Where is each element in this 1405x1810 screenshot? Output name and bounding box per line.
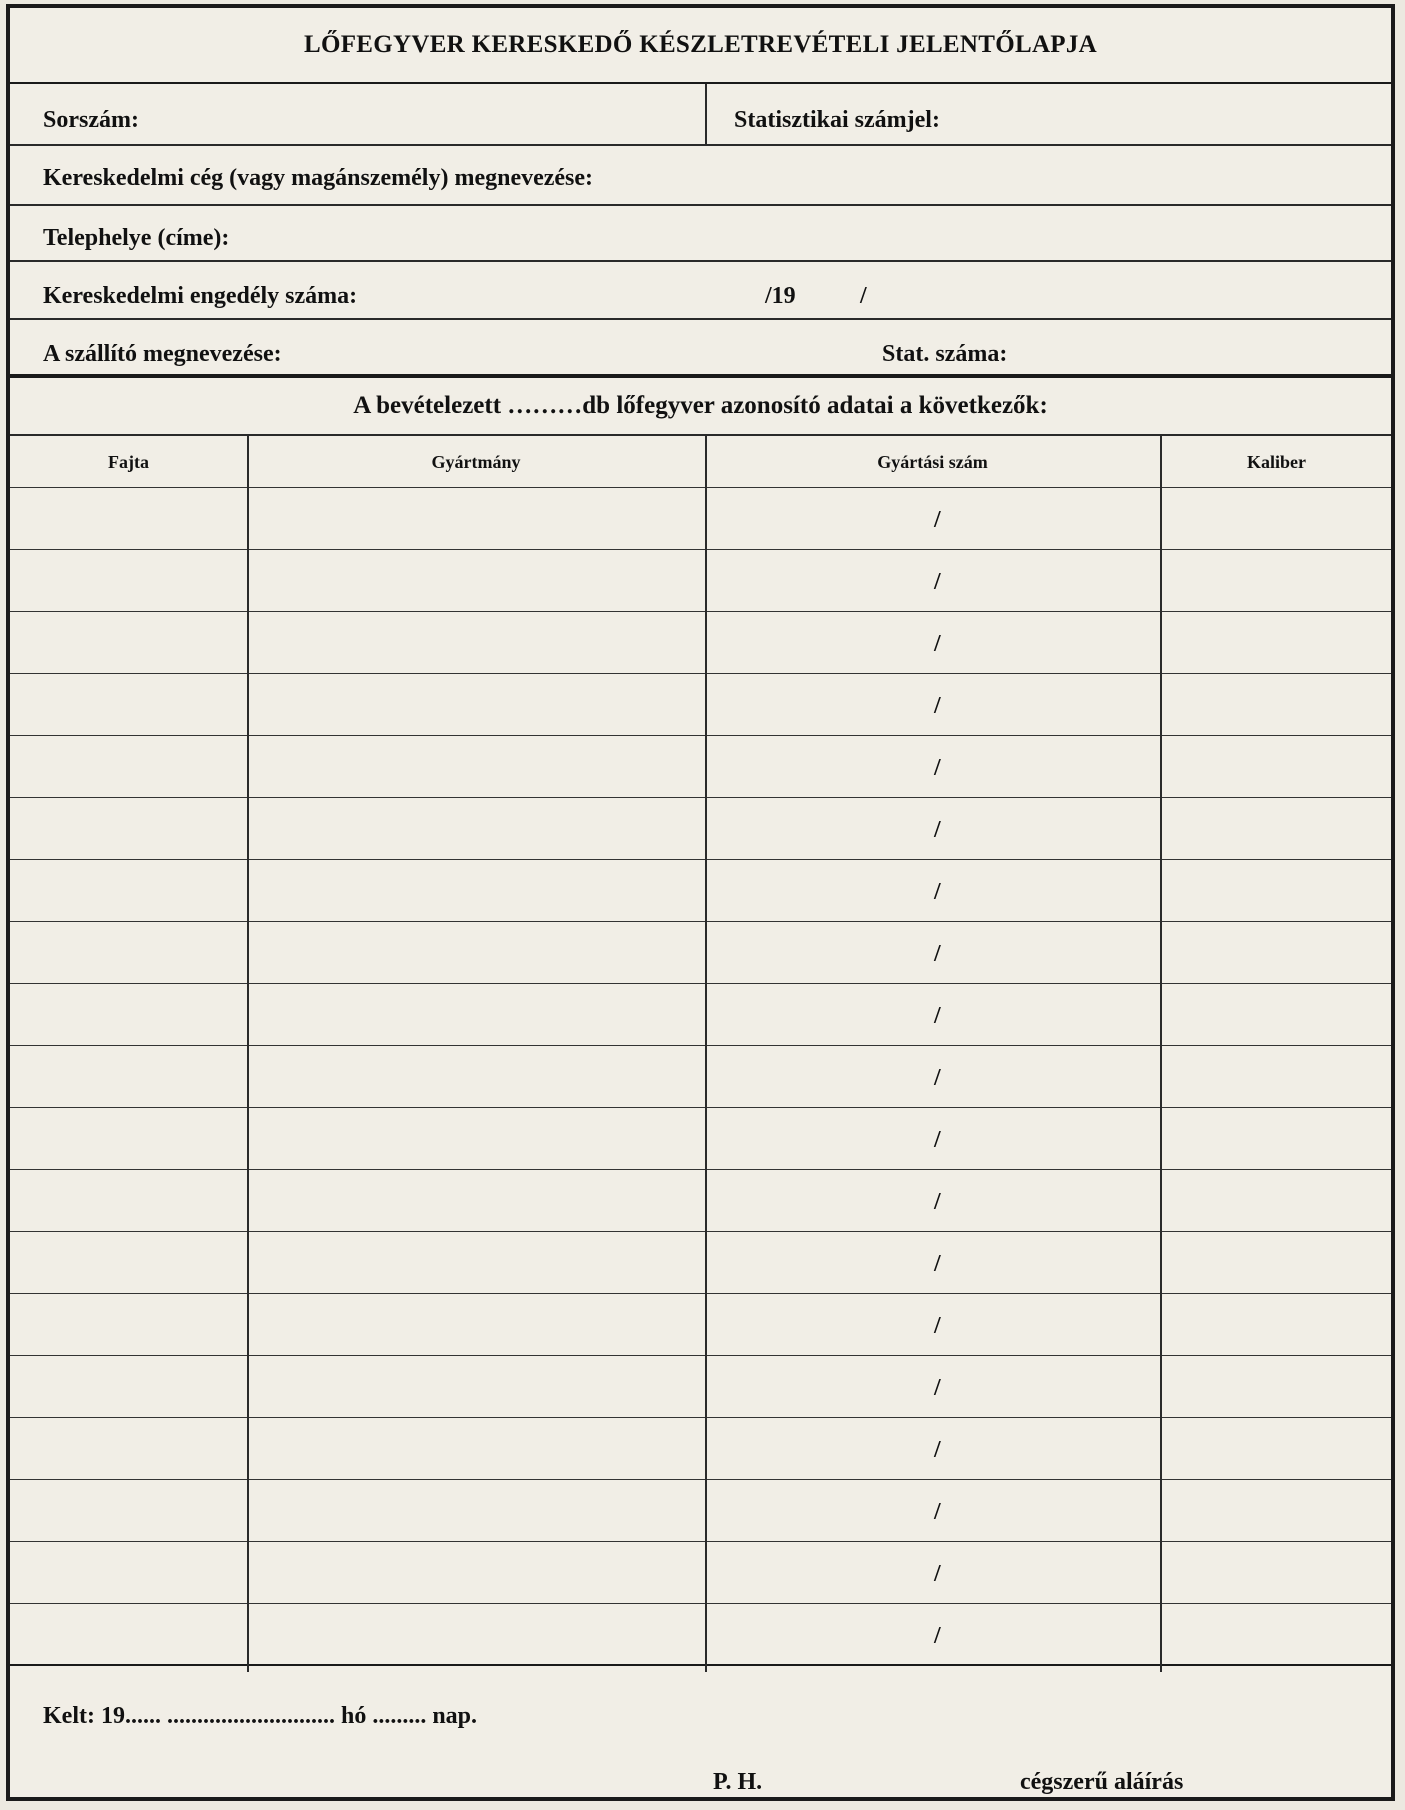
- column-divider: [247, 436, 249, 1672]
- header-row-engedely: [10, 262, 1391, 320]
- serial-slash: /: [934, 879, 941, 905]
- sorszam-label: Sorszám:: [43, 107, 139, 133]
- table-row: [10, 1604, 1391, 1666]
- table-row: [10, 860, 1391, 922]
- szallito-label: A szállító megnevezése:: [43, 341, 282, 367]
- column-divider: [1160, 436, 1162, 1672]
- engedely-label: Kereskedelmi engedély száma:: [43, 283, 358, 309]
- table-row: [10, 550, 1391, 612]
- table-row: [10, 1356, 1391, 1418]
- engedely-slash: /: [860, 283, 867, 309]
- serial-slash: /: [934, 1127, 941, 1153]
- serial-slash: /: [934, 1561, 941, 1587]
- kelt-date-line: Kelt: 19...... ............................ hó ......... nap.: [43, 1703, 478, 1729]
- column-header-fajta: Fajta: [108, 452, 149, 472]
- serial-slash: /: [934, 1623, 941, 1649]
- serial-slash: /: [934, 631, 941, 657]
- serial-slash: /: [934, 1065, 941, 1091]
- stat-szama-label: Stat. száma:: [882, 341, 1008, 367]
- table-row: [10, 984, 1391, 1046]
- table-row: [10, 1542, 1391, 1604]
- serial-slash: /: [934, 817, 941, 843]
- engedely-year: /19: [765, 283, 796, 309]
- column-header-gyartmany: Gyártmány: [431, 452, 521, 472]
- serial-slash: /: [934, 1251, 941, 1277]
- serial-slash: /: [934, 1375, 941, 1401]
- header-row-sorszam: [10, 84, 1391, 146]
- header-row-ceg: [10, 146, 1391, 206]
- table-row: [10, 1294, 1391, 1356]
- table-row: [10, 1232, 1391, 1294]
- form-sheet: [6, 4, 1395, 1801]
- table-row: [10, 1480, 1391, 1542]
- table-row: [10, 1046, 1391, 1108]
- serial-slash: /: [934, 941, 941, 967]
- ph-stamp-label: P. H.: [713, 1769, 763, 1795]
- table-row: [10, 674, 1391, 736]
- header-row-telephely: [10, 206, 1391, 262]
- ceg-label: Kereskedelmi cég (vagy magánszemély) megnevezése:: [43, 165, 594, 191]
- table-row: [10, 1170, 1391, 1232]
- table-row: [10, 922, 1391, 984]
- column-header-gyartasi-szam: Gyártási szám: [877, 452, 988, 472]
- serial-slash: /: [934, 1437, 941, 1463]
- telephely-label: Telephelye (címe):: [43, 225, 230, 251]
- signature-label: cégszerű aláírás: [1020, 1769, 1184, 1795]
- table-row: [10, 612, 1391, 674]
- form-title: LŐFEGYVER KERESKEDŐ KÉSZLETREVÉTELI JELENTŐLAPJA: [10, 8, 1391, 84]
- serial-slash: /: [934, 1499, 941, 1525]
- serial-slash: /: [934, 693, 941, 719]
- statisztikai-szamjel-label: Statisztikai számjel:: [734, 107, 940, 133]
- serial-slash: /: [934, 1003, 941, 1029]
- serial-slash: /: [934, 1313, 941, 1339]
- header-divider: [705, 84, 707, 146]
- table-row: [10, 798, 1391, 860]
- serial-slash: /: [934, 1189, 941, 1215]
- serial-slash: /: [934, 569, 941, 595]
- table-row: [10, 736, 1391, 798]
- count-line: A bevételezett ………db lőfegyver azonosító adatai a következők:: [10, 378, 1391, 436]
- table-row: [10, 1418, 1391, 1480]
- column-divider: [705, 436, 707, 1672]
- serial-slash: /: [934, 507, 941, 533]
- serial-slash: /: [934, 755, 941, 781]
- table-row: [10, 1108, 1391, 1170]
- header-row-szallito: [10, 320, 1391, 378]
- column-header-kaliber: Kaliber: [1247, 452, 1306, 472]
- table-row: [10, 488, 1391, 550]
- column-header-row: [10, 436, 1391, 488]
